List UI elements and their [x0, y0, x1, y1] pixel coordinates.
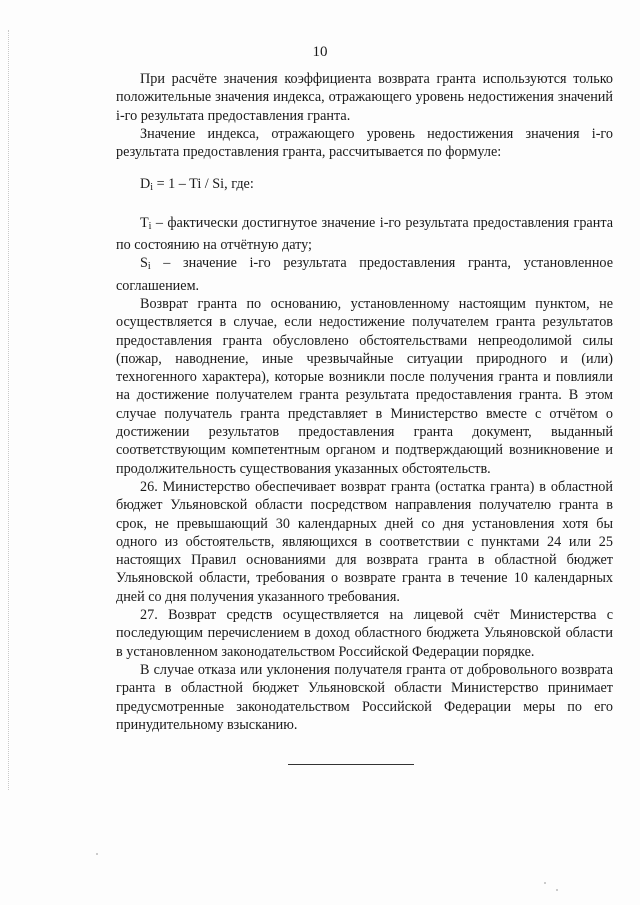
definition-ti [116, 214, 613, 255]
formula-expression: = 1 – Ti / Si, где: [153, 176, 254, 193]
end-of-document-rule [288, 764, 414, 765]
page-number: 10 [312, 44, 328, 60]
paragraph-positive-index-values: При расчёте значения коэффициента возврата гранта используются только положительные значения индекса, отражающего уровень недостижения значений i-го результата предоставления гранта. [116, 71, 613, 124]
ti-subscript: i [148, 220, 152, 232]
ti-definition-text: – фактически достигнутое значение i-го результата предоставления гранта по состоянию на отчётную дату; [116, 214, 613, 254]
formula-d-symbol: D [140, 176, 151, 193]
paragraph-force-majeure: Возврат гранта по основанию, установленному настоящим пунктом, не осуществляется в случае, если недостижение получателем гранта результатов предоставления гранта обусловлено обстоятельствами непреодолимой силы (пожар, наводнение, иные чрезвычайные ситуации природного и (или) техногенного характера), которые возникли после получения гранта и повлияли на достижение получателем гранта результата предоставления гранта. В этом случае получатель гранта представляет в Министерство вместе с отчётом о достижении результатов предоставления гранта документ, выданный соответствующим компетентным органом и подтверждающий возникновение и продолжительность существования указанных обстоятельств. [116, 295, 613, 477]
formula-d-subscript: i [150, 182, 154, 194]
paragraph-27: 27. Возврат средств осуществляется на лицевой счёт Министерства с последующим перечислением в доход областного бюджета Ульяновской области в установленном законодательством Российской Федерации порядке. [116, 607, 613, 660]
paragraph-index-formula-intro: Значение индекса, отражающего уровень недостижения значения i-го результата предоставления гранта, рассчитывается по формуле: [116, 125, 613, 161]
scan-speck [544, 882, 546, 884]
scan-margin-artifact [8, 30, 15, 790]
scan-speck [96, 853, 98, 855]
ti-symbol: T [140, 214, 149, 231]
si-symbol: S [140, 255, 148, 272]
document-body [116, 70, 613, 734]
definition-si [116, 254, 613, 295]
paragraph-refusal-enforcement: В случае отказа или уклонения получателя гранта от добровольного возврата гранта в областной бюджет Ульяновской области Министерство принимает предусмотренные законодательством Российской Федерации меры по его принудительному взысканию. [116, 661, 613, 733]
scan-speck [556, 889, 558, 891]
formula-line [116, 175, 613, 197]
si-definition-text: – значение i-го результата предоставления гранта, установленное соглашением. [116, 255, 613, 294]
paragraph-26: 26. Министерство обеспечивает возврат гранта (остатка гранта) в областной бюджет Ульяновской области посредством направления получателю гранта в срок, не превышающий 30 календарных дней со дня установления хотя бы одного из обстоятельств, являющихся в соответствии с пунктами 24 или 25 настоящих Правил основаниями для возврата гранта в областной бюджет Ульяновской области, требования о возврате гранта в течение 10 календарных дней со дня получения указанного требования. [116, 478, 613, 605]
si-subscript: i [147, 261, 151, 273]
